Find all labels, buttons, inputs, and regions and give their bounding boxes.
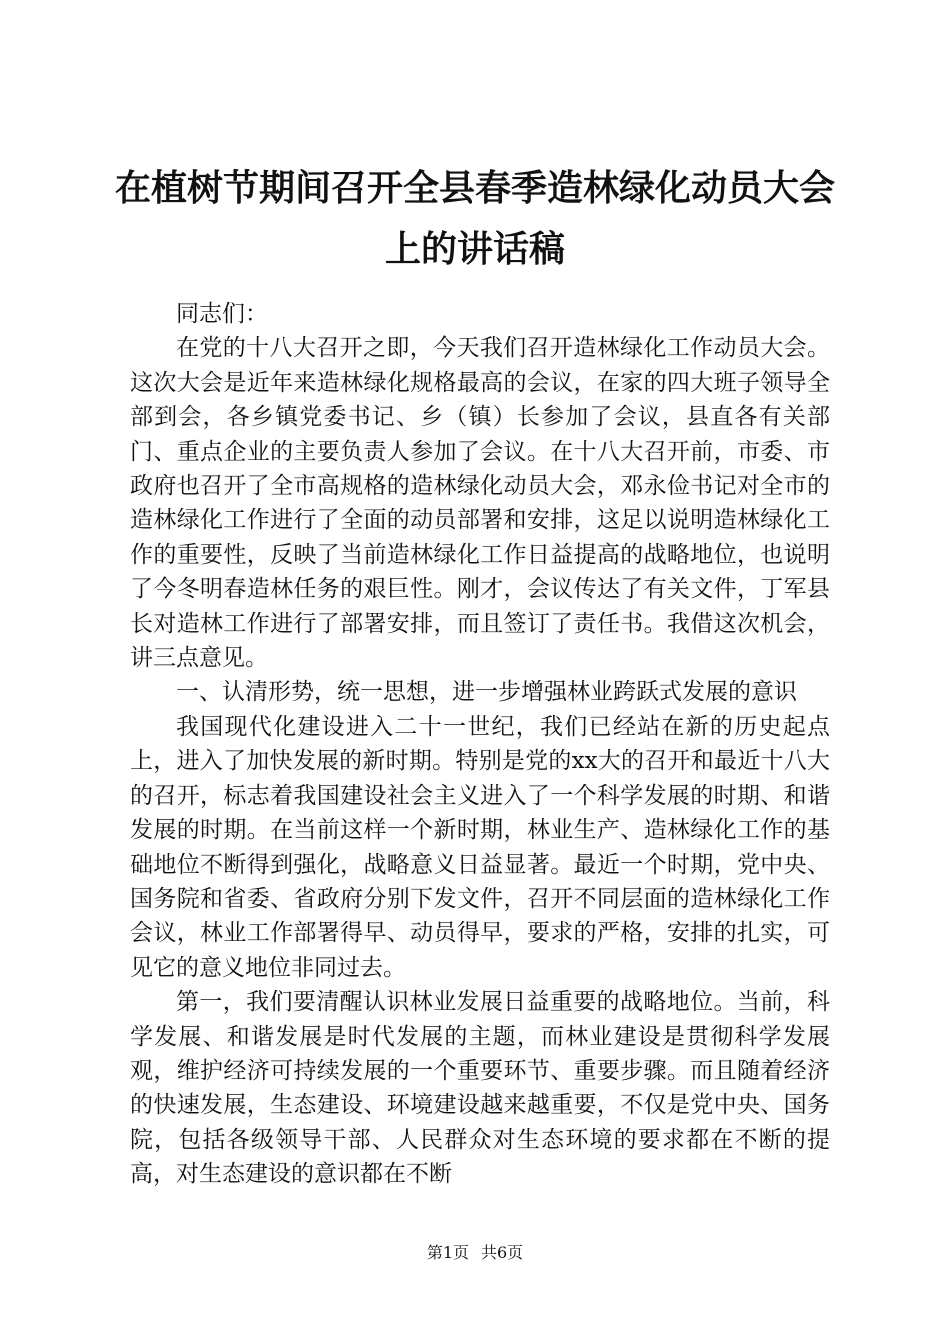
paragraph-intro: 在党的十八大召开之即，今天我们召开造林绿化工作动员大会。这次大会是近年来造林绿化规格最高的会议，在家的四大班子领导全部到会，各乡镇党委书记、乡（镇）长参加了会议，县直各有关部门、重点企业的主要负责人参加了会议。在十八大召开前，市委、市政府也召开了全市高规格的造林绿化动员大会，邓永俭书记对全市的造林绿化工作进行了全面的动员部署和安排，这足以说明造林绿化工作的重要性，反映了当前造林绿化工作日益提高的战略地位，也说明了今冬明春造林任务的艰巨性。刚才，会议传达了有关文件，丁军县长对造林工作进行了部署安排，而且签订了责任书。我借这次机会，讲三点意见。 <box>130 335 830 672</box>
document-title <box>100 158 850 280</box>
page-total: 共6页 <box>481 1243 524 1262</box>
title-line-1: 在植树节期间召开全县春季造林绿化动员大会 <box>114 168 835 209</box>
title-line-2: 上的讲话稿 <box>384 229 565 270</box>
document-body <box>130 297 830 1192</box>
paragraph-point-1: 第一，我们要清醒认识林业发展日益重要的战略地位。当前，科学发展、和谐发展是时代发展的主题，而林业建设是贯彻科学发展观，维护经济可持续发展的一个重要环节、重要步骤。而且随着经济的快速发展，生态建设、环境建设越来越重要，不仅是党中央、国务院，包括各级领导干部、人民群众对生态环境的要求都在不断的提高，对生态建设的意识都在不断 <box>130 989 830 1188</box>
page-number: 第1页 <box>426 1243 469 1262</box>
section-heading-1: 一、认清形势，统一思想，进一步增强林业跨跃式发展的意识 <box>176 679 797 706</box>
paragraph-context: 我国现代化建设进入二十一世纪，我们已经站在新的历史起点上，进入了加快发展的新时期。特别是党的xx大的召开和最近十八大的召开，标志着我国建设社会主义进入了一个科学发展的时期、和谐发展的时期。在当前这样一个新时期，林业生产、造林绿化工作的基础地位不断得到强化，战略意义日益显著。最近一个时期，党中央、国务院和省委、省政府分别下发文件，召开不同层面的造林绿化工作会议，林业工作部署得早、动员得早，要求的严格，安排的扎实，可见它的意义地位非同过去。 <box>130 713 830 981</box>
paragraph-salutation: 同志们： <box>176 301 268 327</box>
page-footer <box>0 1243 950 1263</box>
